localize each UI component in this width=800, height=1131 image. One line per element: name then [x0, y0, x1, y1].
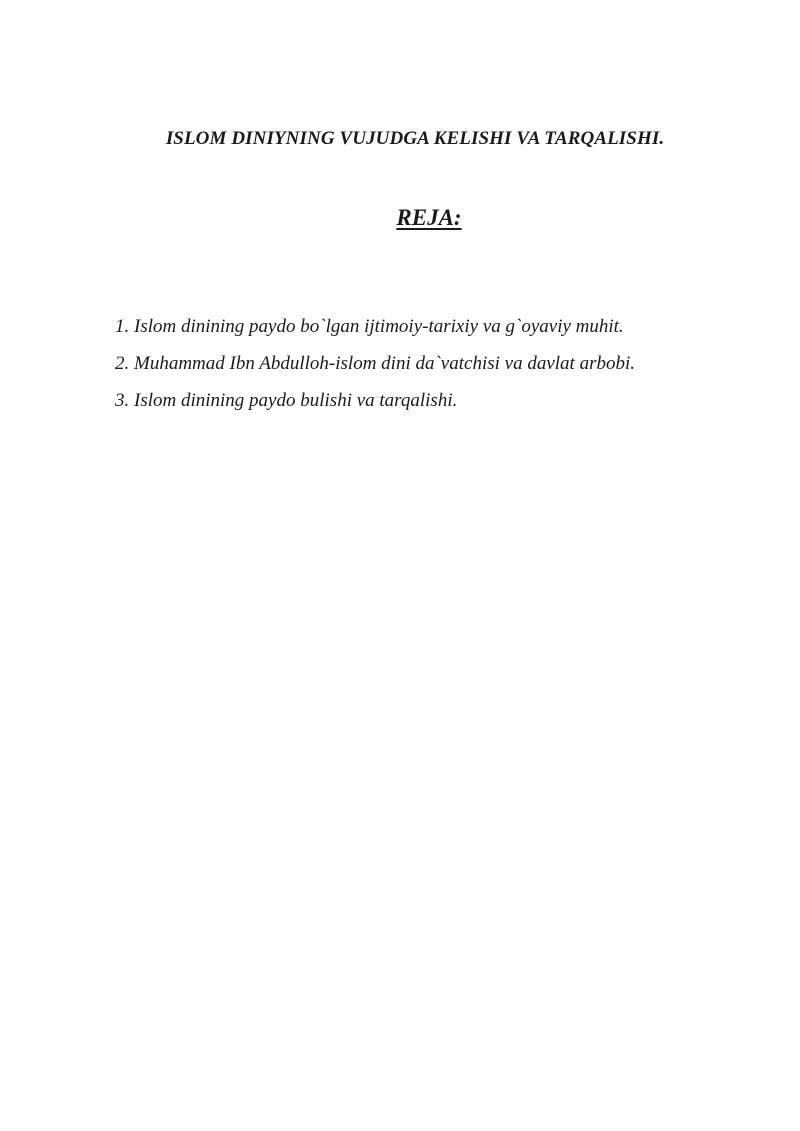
plan-list: [115, 308, 755, 419]
plan-heading: REJA:: [396, 205, 462, 230]
plan-item-2: 2. Muhammad Ibn Abdulloh-islom dini da`vatchisi va davlat arbobi.: [115, 353, 635, 374]
plan-item-1: 1. Islom dinining paydo bo`lgan ijtimoiy-tarixiy va g`oyaviy muhit.: [115, 316, 624, 337]
plan-item-3: 3. Islom dinining paydo bulishi va tarqalishi.: [115, 390, 458, 411]
document-title: ISLOM DINIYNING VUJUDGA KELISHI VA TARQALISHI.: [165, 128, 665, 149]
